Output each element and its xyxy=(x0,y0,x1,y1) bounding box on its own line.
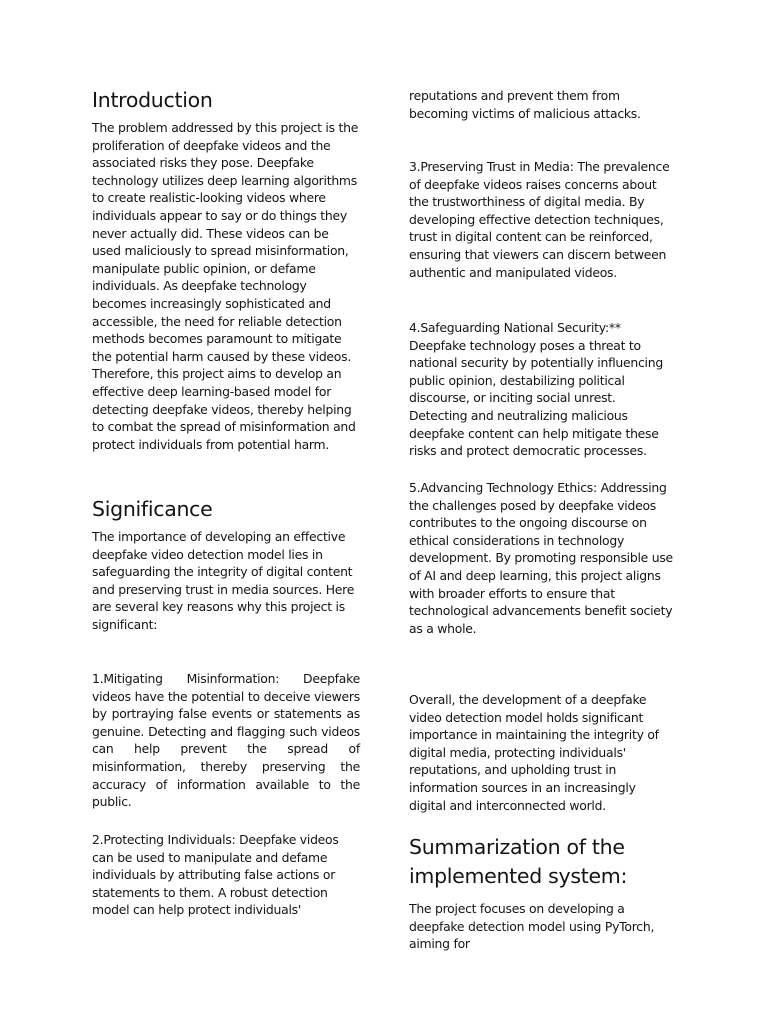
point-mitigating-misinformation: 1.Mitigating Misinformation: Deepfake videos have the potential to deceive viewers by portraying false events or statements as genuine. Detecting and flagging such videos can help prevent the spread of misinformation, thereby preserving the accuracy of information available to the public. xyxy=(92,671,360,810)
point-protecting-individuals: 2.Protecting Individuals: Deepfake videos can be used to manipulate and defame individuals by attributing false actions or statements to them. A robust detection model can help protect individuals' xyxy=(92,832,339,918)
overall-paragraph: Overall, the development of a deepfake video detection model holds significant importance in maintaining the integrity of digital media, protecting individuals' reputations, and upholding trust in information sources in an increasingly digital and interconnected world. xyxy=(409,692,659,813)
summary-paragraph: The project focuses on developing a deepfake detection model using PyTorch, aiming for xyxy=(409,901,655,952)
significance-heading: Significance xyxy=(92,497,213,521)
significance-paragraph: The importance of developing an effective deepfake video detection model lies in safeguarding the integrity of digital content and preserving trust in media sources. Here are several key reasons why this project is significant: xyxy=(92,529,355,632)
introduction-paragraph: The problem addressed by this project is the proliferation of deepfake videos and the associated risks they pose. Deepfake technology utilizes deep learning algorithms to create realistic-looking videos where individuals appear to say or do things they never actually did. These videos can be used maliciously to spread misinformation, manipulate public opinion, or defame individuals. As deepfake technology becomes increasingly sophisticated and accessible, the need for reliable detection methods becomes paramount to mitigate the potential harm caused by these videos. Therefore, this project aims to develop an effective deep learning-based model for detecting deepfake videos, thereby helping to combat the spread of misinformation and protect individuals from potential harm. xyxy=(92,120,359,452)
point-protecting-individuals-continued: reputations and prevent them from becoming victims of malicious attacks. xyxy=(409,88,641,121)
summary-heading: Summarization of the implemented system: xyxy=(409,835,628,888)
introduction-heading: Introduction xyxy=(92,88,213,112)
point-preserving-trust: 3.Preserving Trust in Media: The prevalence of deepfake videos raises concerns about the trustworthiness of digital media. By developing effective detection techniques, trust in digital content can be reinforced, ensuring that viewers can discern between authentic and manipulated videos. xyxy=(409,159,670,280)
point-technology-ethics: 5.Advancing Technology Ethics: Addressing the challenges posed by deepfake videos contributes to the ongoing discourse on ethical considerations in technology development. By promoting responsible use of AI and deep learning, this project aligns with broader efforts to ensure that technological advancements benefit society as a whole. xyxy=(409,480,673,636)
point-national-security: 4.Safeguarding National Security:** Deepfake technology poses a threat to national security by potentially influencing public opinion, destabilizing political discourse, or inciting social unrest. Detecting and neutralizing malicious deepfake content can help mitigate these risks and protect democratic processes. xyxy=(409,320,663,459)
